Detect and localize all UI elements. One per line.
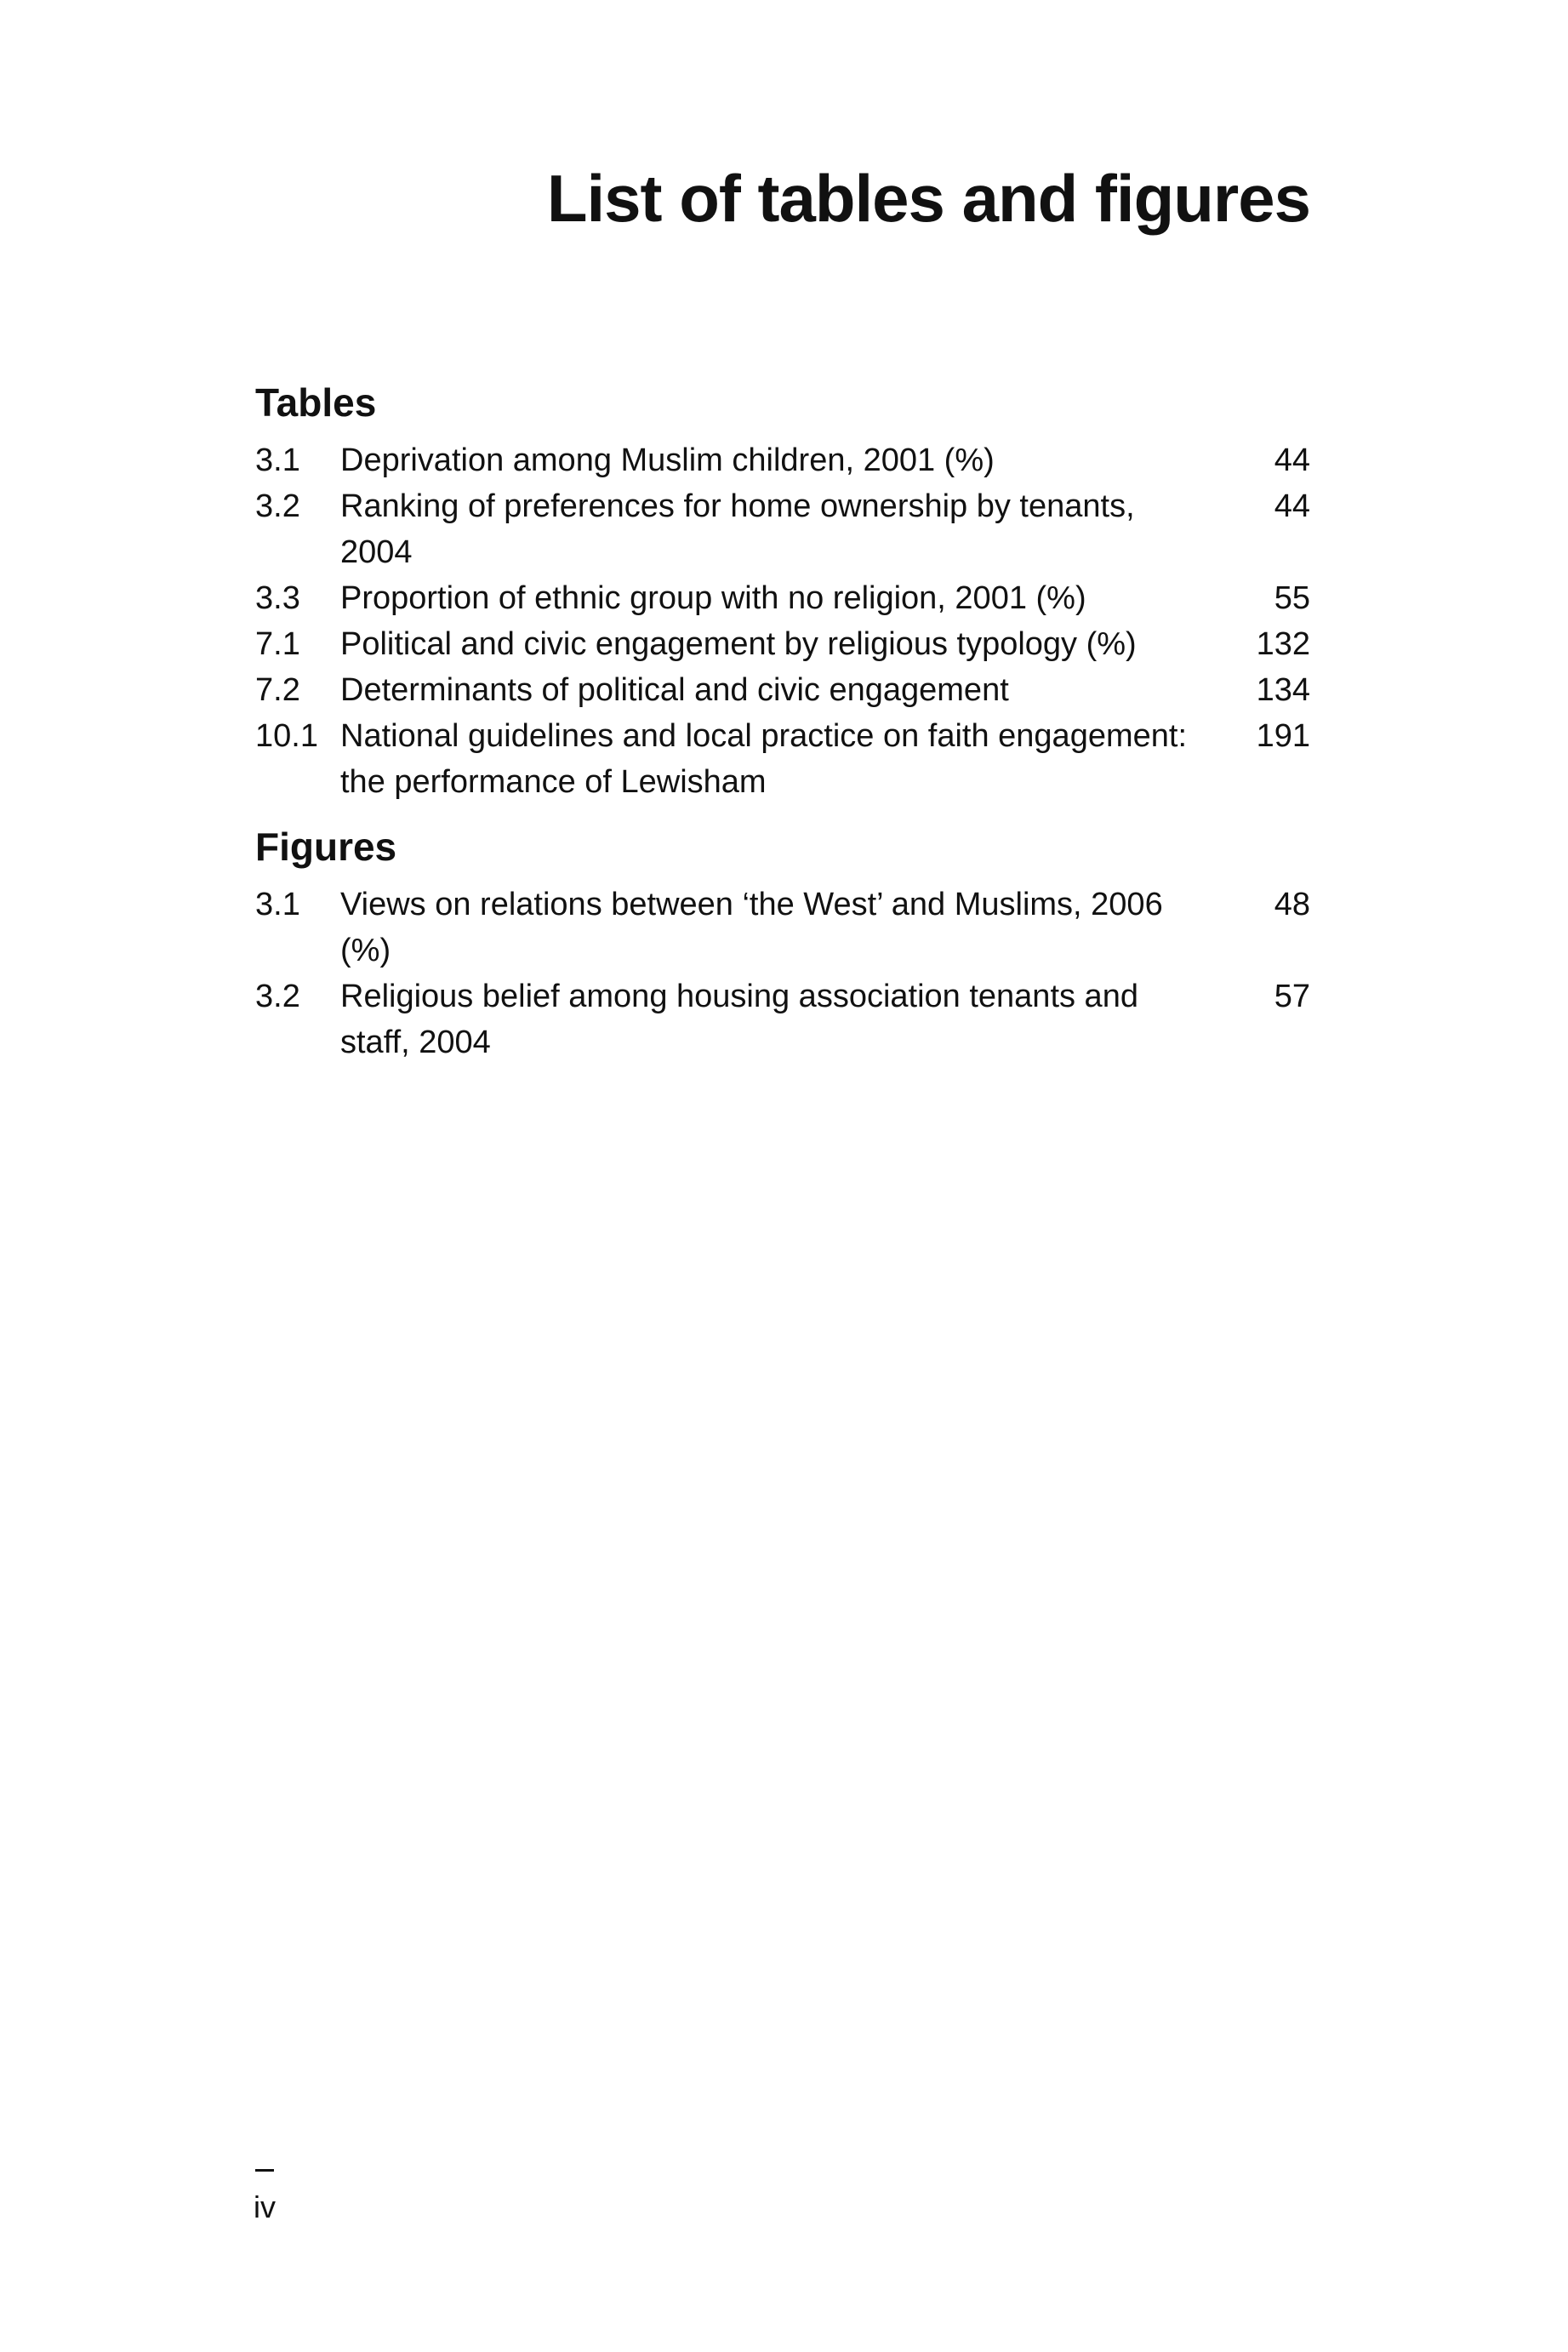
entry-title: Views on relations between ‘the West’ and Muslims, 2006 (%)	[340, 887, 1163, 968]
entry-title: Political and civic engagement by religious typology (%)	[340, 626, 1137, 662]
entry-page-number: 44	[1274, 488, 1310, 524]
page-number: iv	[254, 2189, 276, 2224]
table-entry-7-1	[255, 621, 1310, 667]
entry-title: Religious belief among housing association tenants and staff, 2004	[340, 979, 1138, 1060]
figures-heading: Figures	[255, 825, 397, 869]
page-title: List of tables and figures	[546, 161, 1310, 236]
entry-number: 3.3	[255, 580, 300, 616]
entry-title: Ranking of preferences for home ownership by tenants, 2004	[340, 488, 1135, 570]
figures-section	[255, 819, 1310, 1065]
entry-number: 3.1	[255, 887, 300, 922]
tables-section	[255, 374, 1310, 805]
entry-title: Proportion of ethnic group with no religion, 2001 (%)	[340, 580, 1086, 616]
entry-number: 3.2	[255, 488, 300, 524]
entry-page-number: 191	[1256, 718, 1310, 754]
entry-number: 10.1	[255, 718, 318, 754]
entry-number: 3.1	[255, 442, 300, 478]
table-entry-3-2	[255, 483, 1310, 575]
figure-entry-3-2	[255, 973, 1310, 1065]
entry-title: Determinants of political and civic engagement	[340, 672, 1009, 708]
entry-page-number: 57	[1274, 979, 1310, 1014]
table-entry-10-1	[255, 713, 1310, 805]
entry-title: Deprivation among Muslim children, 2001 (%)	[340, 442, 995, 478]
entry-number: 7.2	[255, 672, 300, 708]
tables-heading: Tables	[255, 380, 377, 425]
entry-page-number: 44	[1274, 442, 1310, 478]
folio-rule	[255, 2169, 274, 2172]
entry-page-number: 134	[1256, 672, 1310, 708]
entry-number: 7.1	[255, 626, 300, 662]
entry-page-number: 55	[1274, 580, 1310, 616]
table-entry-3-1	[255, 437, 1310, 483]
table-entry-3-3	[255, 575, 1310, 621]
entry-number: 3.2	[255, 979, 300, 1014]
figure-entry-3-1	[255, 882, 1310, 973]
entry-page-number: 132	[1256, 626, 1310, 662]
entry-page-number: 48	[1274, 887, 1310, 922]
entry-title: National guidelines and local practice on faith engagement: the performance of Lewisham	[340, 718, 1187, 800]
table-entry-7-2	[255, 667, 1310, 713]
